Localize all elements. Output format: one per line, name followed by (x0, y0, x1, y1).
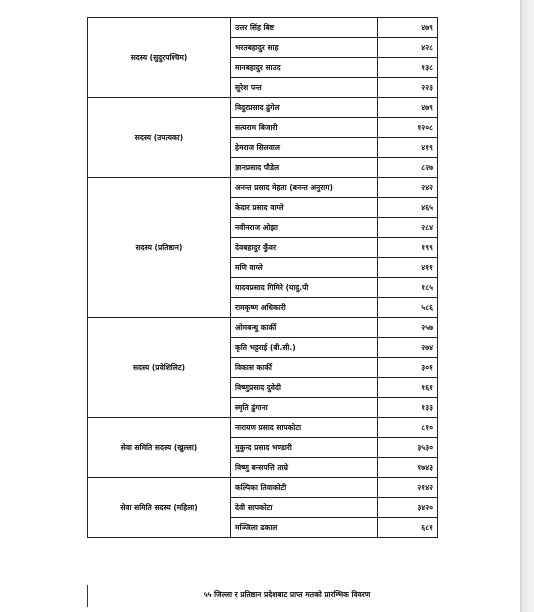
vote-count-cell: १८५ (378, 278, 438, 298)
table-row (88, 418, 438, 438)
candidate-name-cell: मणि वाग्ले (231, 258, 378, 278)
candidate-name-cell: उत्तर सिंह बिष्ट (231, 18, 378, 38)
vote-count-cell: ५८६ (378, 298, 438, 318)
vote-count-cell: ३५३० (378, 438, 438, 458)
candidate-name-cell: मञ्जिला ढकाल (231, 518, 378, 538)
post-cell: सदस्य (सुदुरपश्चिम) (88, 18, 231, 98)
candidate-name-cell: केदार प्रसाद वाग्ले (231, 198, 378, 218)
candidate-name-cell: नारायण प्रसाद सापकोटा (231, 418, 378, 438)
page-edge-shadow (520, 0, 534, 612)
vote-count-cell: ४७९ (378, 18, 438, 38)
vote-count-cell: ४१९ (378, 138, 438, 158)
candidate-name-cell: हेमराज सिलवाल (231, 138, 378, 158)
vote-count-cell: १९९ (378, 238, 438, 258)
post-cell: सेवा समिति सदस्य (महिला) (88, 478, 231, 538)
candidate-name-cell: नवीनराज ओझा (231, 218, 378, 238)
table-row (88, 318, 438, 338)
vote-count-cell: २७४ (378, 338, 438, 358)
candidate-name-cell: कृति भट्टराई (बी.सी.) (231, 338, 378, 358)
candidate-name-cell: विष्णु बन्सपत्ति ताम्रे (231, 458, 378, 478)
vote-count-cell: २१४२ (378, 478, 438, 498)
candidate-name-cell: सत्यराम बिजारी (231, 118, 378, 138)
results-table-body (88, 18, 438, 538)
vote-count-cell: ८१० (378, 418, 438, 438)
vote-count-cell: १२०८ (378, 118, 438, 138)
candidate-name-cell: यादवप्रसाद गिमिरे (यादु.पी (231, 278, 378, 298)
candidate-name-cell: मुकुन्द प्रसाद भण्डारी (231, 438, 378, 458)
post-cell: सदस्य (प्रतिष्ठान) (88, 178, 231, 318)
table-row (88, 478, 438, 498)
candidate-name-cell: देवी सापकोटा (231, 498, 378, 518)
vote-count-cell: १७४३ (378, 458, 438, 478)
post-cell: सदस्य (उपत्यका) (88, 98, 231, 178)
vote-count-cell: १३३ (378, 398, 438, 418)
candidate-name-cell: कल्पिका तिवाकोटी (231, 478, 378, 498)
election-results-table (87, 17, 438, 538)
table-row (88, 18, 438, 38)
candidate-name-cell: स्मृति ढुंगाना (231, 398, 378, 418)
vote-count-cell: २८४ (378, 218, 438, 238)
vote-count-cell: ६८१ (378, 518, 438, 538)
post-cell: सेवा समिति सदस्य (खुल्ला) (88, 418, 231, 478)
vote-count-cell: ४२८ (378, 38, 438, 58)
vote-count-cell: ३०१ (378, 358, 438, 378)
candidate-name-cell: विष्णुप्रसाद दुवेदी (231, 378, 378, 398)
table-row (88, 178, 438, 198)
vote-count-cell: ४७९ (378, 98, 438, 118)
candidate-name-cell: विकास कार्की (231, 358, 378, 378)
vote-count-cell: ३४२० (378, 498, 438, 518)
candidate-name-cell: ओमबन्धु कार्की (231, 318, 378, 338)
candidate-name-cell: ज्ञानप्रसाद पौडेल (231, 158, 378, 178)
vote-count-cell: ४६५ (378, 198, 438, 218)
vote-count-cell: २५७ (378, 318, 438, 338)
candidate-name-cell: विदुरप्रसाद ढुंगेल (231, 98, 378, 118)
table-row (88, 98, 438, 118)
candidate-name-cell: देवबहादुर कुँवर (231, 238, 378, 258)
candidate-name-cell: अनन्त प्रसाद मेहता (बनन्त अनुराग) (231, 178, 378, 198)
candidate-name-cell: भरतबहादुर साह (231, 38, 378, 58)
footer-caption: ५५ जिल्ला र प्रतिष्ठान प्रदेशबाट प्राप्त मतको प्रारम्भिक विवरण (203, 590, 371, 599)
post-cell: सदस्य (प्रवेशिलिट) (88, 318, 231, 418)
vote-count-cell: २४२ (378, 178, 438, 198)
vote-count-cell: १३८ (378, 58, 438, 78)
candidate-name-cell: मानबहादुर साउद (231, 58, 378, 78)
vote-count-cell: ४११ (378, 258, 438, 278)
candidate-name-cell: सुरेश पन्त (231, 78, 378, 98)
vote-count-cell: ८२७ (378, 158, 438, 178)
vote-count-cell: २२३ (378, 78, 438, 98)
vote-count-cell: १६१ (378, 378, 438, 398)
candidate-name-cell: रामकृष्ण अधिकारी (231, 298, 378, 318)
